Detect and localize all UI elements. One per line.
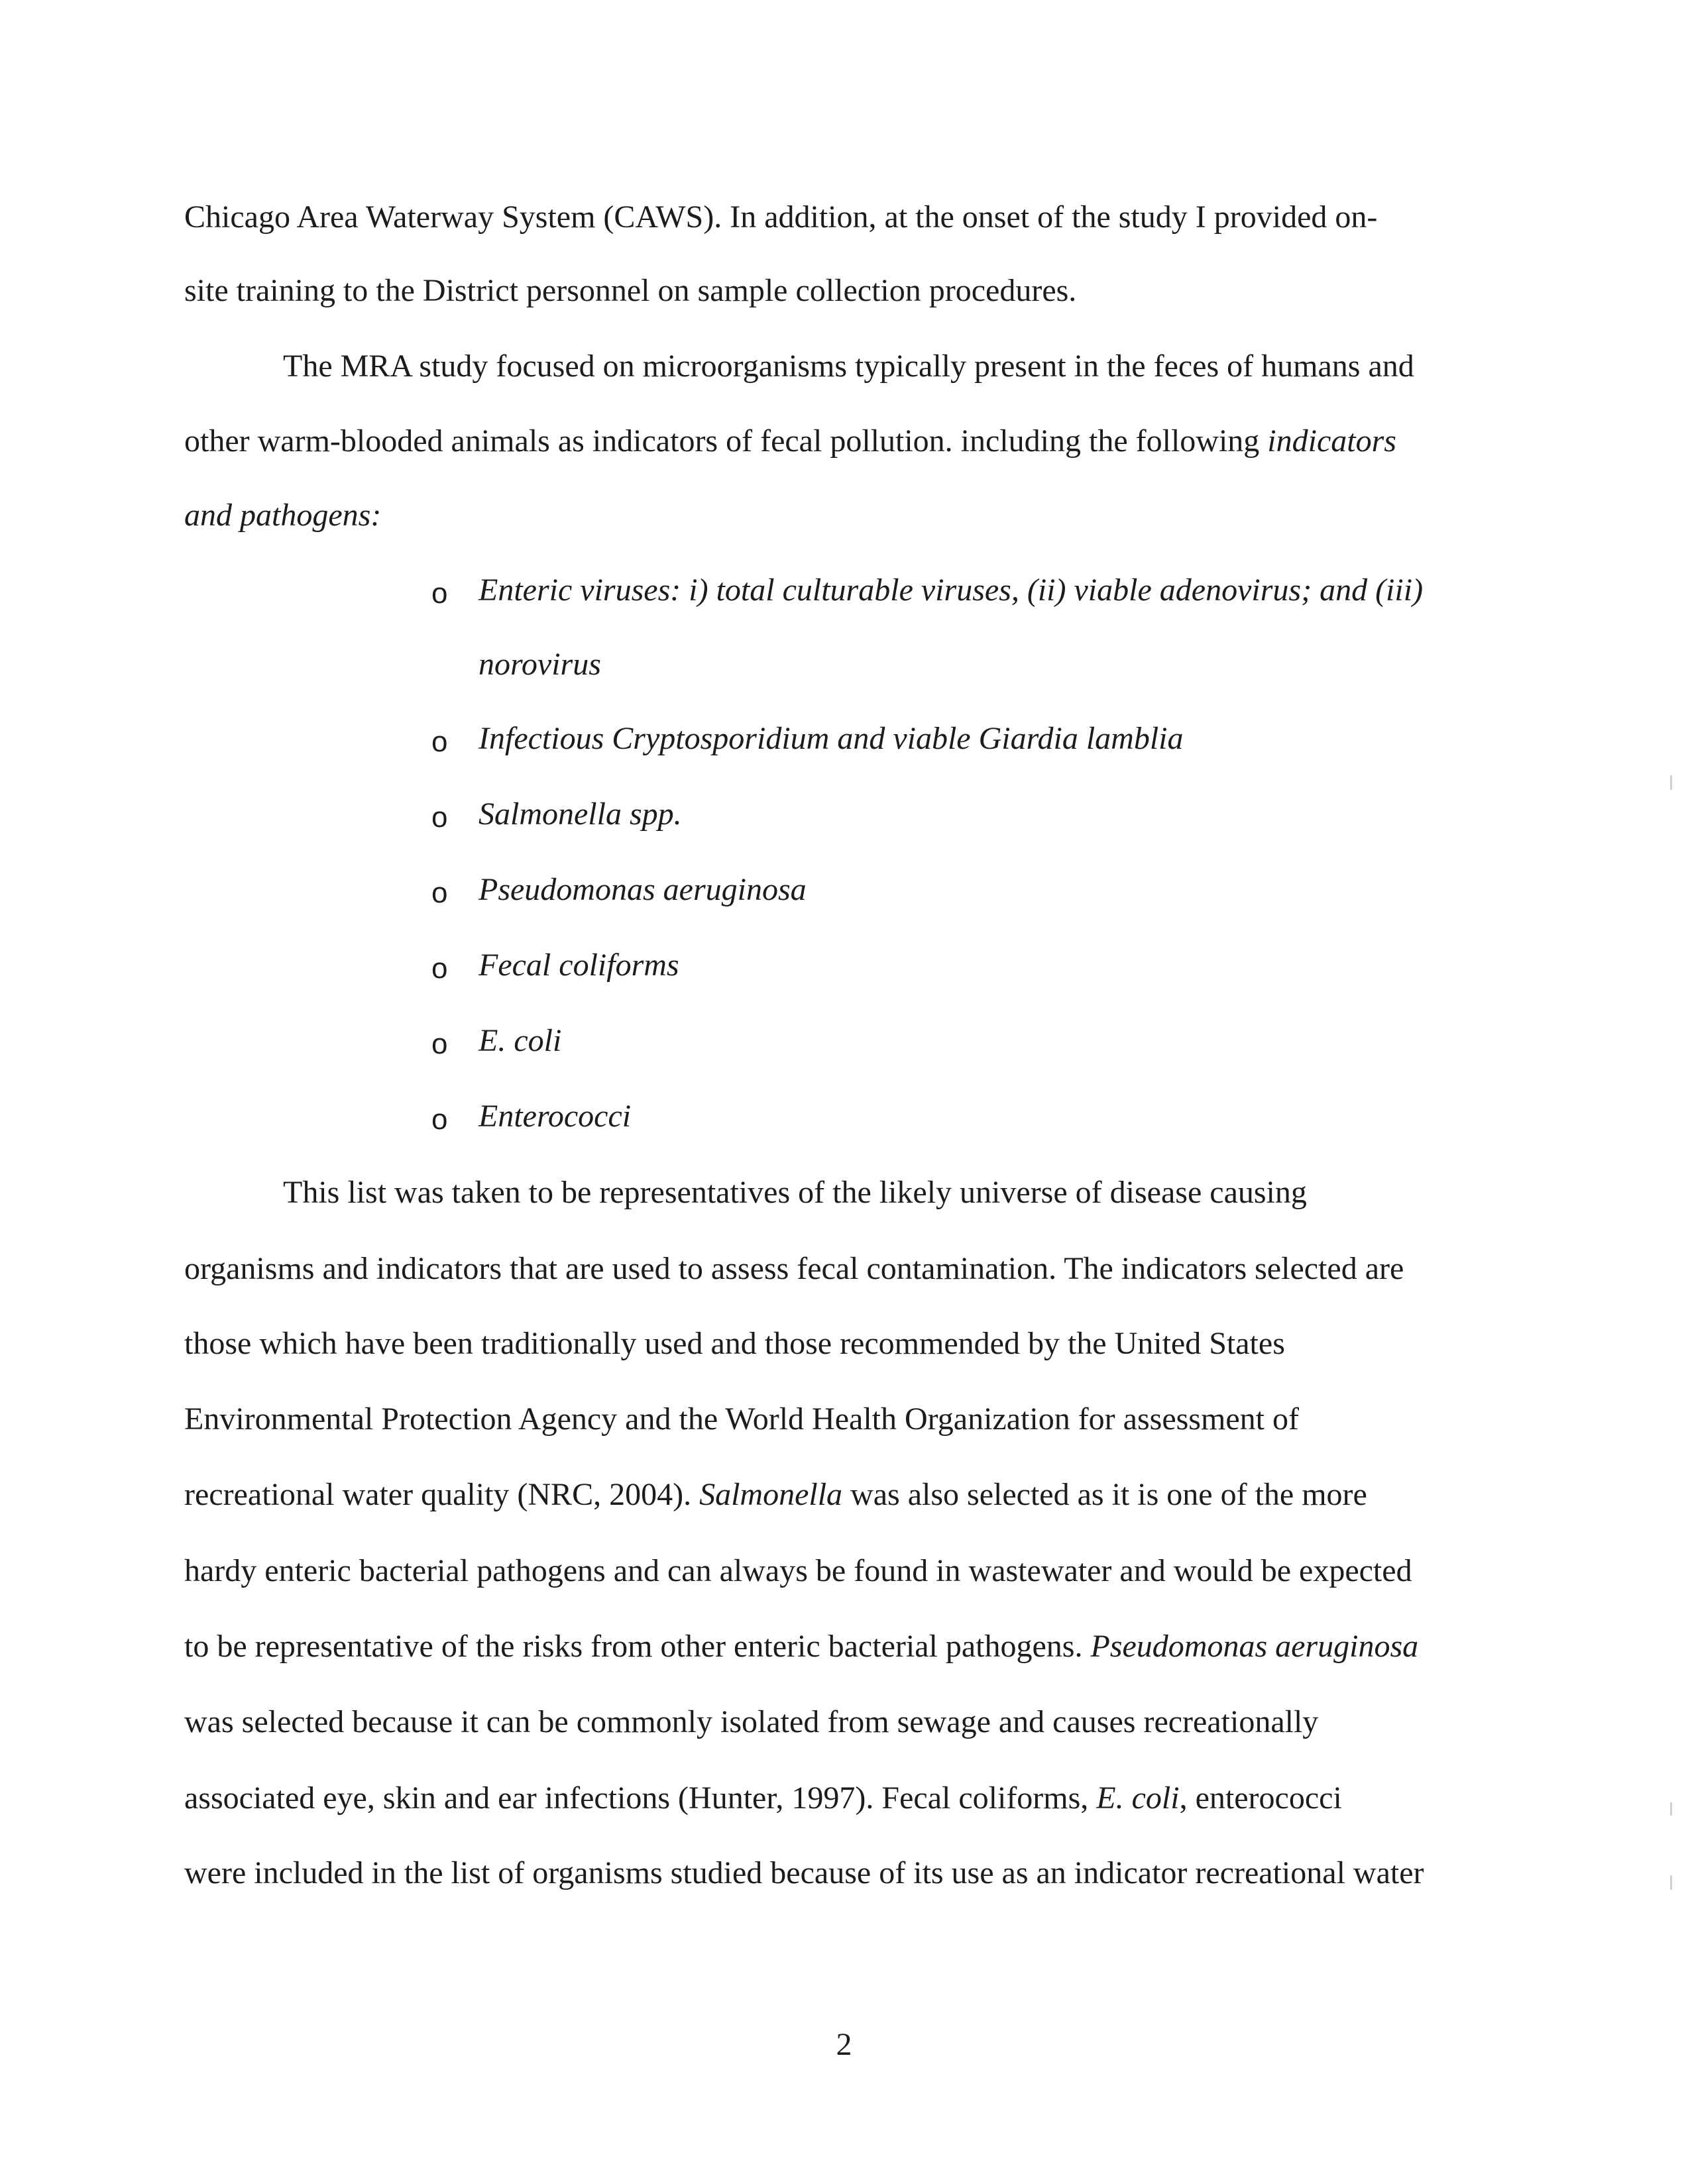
list-item-text: norovirus: [478, 647, 601, 682]
paragraph-line: [184, 421, 1396, 461]
list-item-text: Enterococci: [478, 1099, 632, 1134]
paragraph-line: were included in the list of organisms studied because of its use as an indicator recreational water: [184, 1855, 1424, 1890]
paragraph-line: [184, 1627, 1418, 1666]
paragraph-line: The MRA study focused on microorganisms typically present in the feces of humans and: [283, 349, 1414, 384]
page-number: 2: [836, 2027, 852, 2062]
list-item-text: Enteric viruses: i) total culturable viruses, (ii) viable adenovirus; and (iii): [478, 573, 1424, 608]
bullet-icon: o: [431, 801, 448, 834]
italic-term: Salmonella: [699, 1477, 843, 1512]
italic-term: indicators: [1267, 423, 1396, 459]
paragraph-text: associated eye, skin and ear infections (Hunter, 1997). Fecal coliforms,: [184, 1780, 1097, 1816]
paragraph-line: Environmental Protection Agency and the World Health Organization for assessment of: [184, 1401, 1299, 1437]
scan-mark: [1670, 1875, 1672, 1890]
paragraph-line: [184, 496, 381, 535]
list-item-text: Pseudomonas aeruginosa: [478, 872, 807, 907]
scan-mark: [1670, 775, 1672, 790]
paragraph-text: was also selected as it is one of the more: [842, 1477, 1367, 1512]
bullet-icon: o: [431, 1103, 448, 1136]
scan-mark: [1670, 1802, 1672, 1816]
list-item-text: E. coli: [478, 1023, 562, 1058]
paragraph-line: hardy enteric bacterial pathogens and can always be found in wastewater and would be expected: [184, 1553, 1412, 1588]
italic-term: and pathogens:: [184, 498, 382, 533]
paragraph-text: to be representative of the risks from other enteric bacterial pathogens.: [184, 1629, 1091, 1664]
paragraph-line: was selected because it can be commonly isolated from sewage and causes recreationally: [184, 1704, 1319, 1739]
bullet-icon: o: [431, 952, 448, 985]
paragraph-line: Chicago Area Waterway System (CAWS). In addition, at the onset of the study I provided on-: [184, 199, 1378, 235]
paragraph-line: This list was taken to be representatives of the likely universe of disease causing: [283, 1175, 1307, 1210]
list-item-text: Fecal coliforms: [478, 948, 679, 983]
paragraph-text: , enterococci: [1179, 1780, 1342, 1816]
paragraph-text: other warm-blooded animals as indicators of fecal pollution. including the following: [184, 423, 1268, 459]
italic-term: Pseudomonas aeruginosa: [1090, 1629, 1419, 1664]
list-item-text: Salmonella spp.: [478, 796, 682, 832]
bullet-icon: o: [431, 577, 448, 610]
list-item-text: Infectious Cryptosporidium and viable Giardia lamblia: [478, 721, 1184, 756]
paragraph-line: site training to the District personnel on sample collection procedures.: [184, 273, 1077, 308]
paragraph-line: [184, 1475, 1367, 1515]
italic-term: E. coli: [1096, 1780, 1180, 1816]
paragraph-line: those which have been traditionally used and those recommended by the United States: [184, 1326, 1285, 1361]
bullet-icon: o: [431, 877, 448, 909]
paragraph-line: organisms and indicators that are used to assess fecal contamination. The indicators selected are: [184, 1251, 1404, 1286]
bullet-icon: o: [431, 726, 448, 758]
paragraph-line: [184, 1778, 1342, 1818]
bullet-icon: o: [431, 1028, 448, 1060]
paragraph-text: recreational water quality (NRC, 2004).: [184, 1477, 700, 1512]
